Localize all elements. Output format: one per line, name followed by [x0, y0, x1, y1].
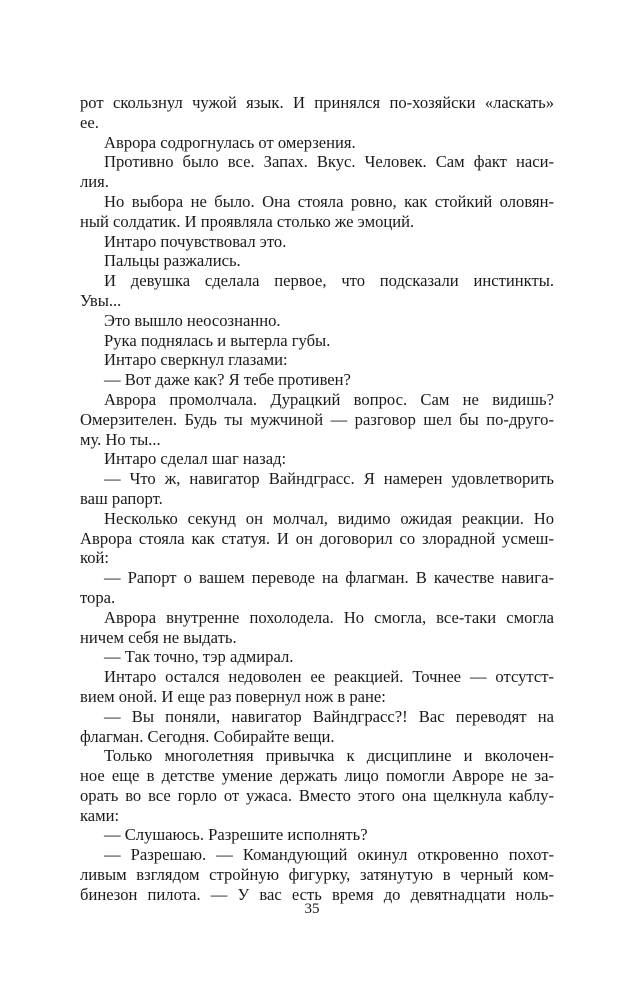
text-line: ваш рапорт.: [80, 488, 163, 508]
text-line: Противно было все. Запах. Вкус. Человек. Сам факт наси-: [104, 152, 554, 172]
text-line: ками:: [80, 805, 120, 825]
body-text: [80, 93, 554, 905]
text-line: флагман. Сегодня. Собирайте вещи.: [80, 726, 335, 746]
text-line: Аврора внутренне похолодела. Но смогла, все-таки смогла: [104, 607, 554, 627]
text-line: Интаро сверкнул глазами:: [104, 350, 288, 370]
text-line: бинезон пилота. — У вас есть время до девятнадцати ноль-: [80, 884, 554, 904]
text-line: ный солдатик. И проявляла столько же эмоций.: [80, 211, 415, 231]
text-line: Это вышло неосознанно.: [104, 310, 281, 330]
text-line: Рука поднялась и вытерла губы.: [104, 330, 331, 350]
text-line: му. Но ты...: [80, 429, 161, 449]
text-line: лия.: [80, 172, 109, 192]
text-line: — Так точно, тэр адмирал.: [104, 647, 294, 667]
text-line: ное еще в детстве умение держать лицо помогли Авроре не за-: [80, 766, 554, 786]
text-line: Интаро сделал шаг назад:: [104, 449, 287, 469]
text-line: — Вот даже как? Я тебе противен?: [104, 370, 351, 390]
text-line: — Разрешаю. — Командующий окинул откровенно похот-: [104, 845, 554, 865]
text-line: — Вы поняли, навигатор Вайндграсс?! Вас переводят на: [104, 706, 554, 726]
text-line: Пальцы разжались.: [104, 251, 241, 271]
text-line: рот скользнул чужой язык. И принялся по-хозяйски «ласкать»: [80, 93, 554, 112]
page-number: 35: [304, 901, 320, 917]
text-line: — Рапорт о вашем переводе на флагман. В качестве навига-: [104, 568, 554, 588]
text-line: ее.: [80, 112, 99, 132]
text-line: ливым взглядом стройную фигурку, затянутую в черный ком-: [80, 865, 554, 885]
text-line: Интаро остался недоволен ее реакцией. Точнее — отсутст-: [104, 667, 554, 687]
text-line: Увы...: [80, 290, 122, 310]
text-line: Несколько секунд он молчал, видимо ожидая реакции. Но: [104, 508, 554, 528]
text-line: — Слушаюсь. Разрешите исполнять?: [104, 825, 368, 845]
text-line: Только многолетняя привычка к дисциплине и вколочен-: [104, 746, 554, 766]
text-line: вием оной. И еще раз повернул нож в ране:: [80, 686, 386, 706]
text-line: — Что ж, навигатор Вайндграсс. Я намерен удовлетворить: [104, 469, 554, 489]
text-line: кой:: [80, 548, 110, 568]
text-line: Аврора содрогнулась от омерзения.: [104, 132, 356, 152]
text-line: ничем себя не выдать.: [80, 627, 237, 647]
text-line: И девушка сделала первое, что подсказали инстинкты.: [104, 271, 554, 291]
text-line: Но выбора не было. Она стояла ровно, как стойкий оловян-: [104, 191, 554, 211]
text-line: Омерзителен. Будь ты мужчиной — разговор шел бы по-друго-: [80, 409, 554, 429]
text-line: тора.: [80, 587, 116, 607]
text-line: орать во все горло от ужаса. Вместо этого она щелкнула каблу-: [80, 785, 554, 805]
text-line: Интаро почувствовал это.: [104, 231, 287, 251]
text-line: Аврора промолчала. Дурацкий вопрос. Сам не видишь?: [104, 389, 554, 409]
text-line: Аврора стояла как статуя. И он договорил со злорадной усмеш-: [80, 528, 554, 548]
